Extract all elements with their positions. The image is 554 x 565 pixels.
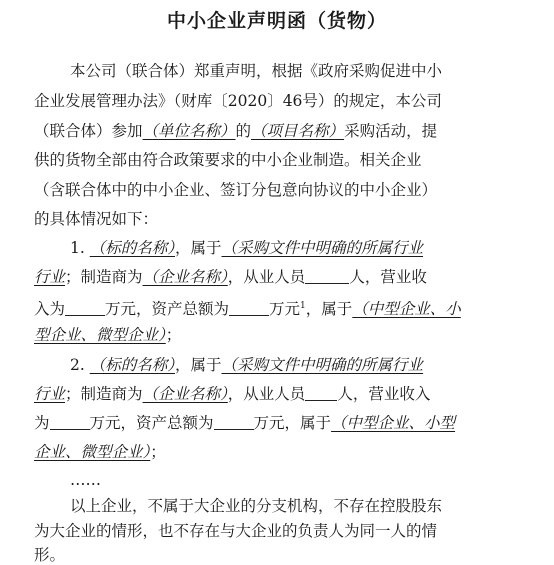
item-text: ；制造商为 (65, 385, 143, 403)
item-text: 人，营业收 (349, 268, 427, 286)
item-text: ，从业人员 (227, 268, 306, 286)
staff-count-blank (305, 386, 337, 401)
enterprise-size-field: 型企业、微型企业） (34, 326, 166, 344)
item-2-line-4 (34, 442, 534, 462)
intro-text: 采购活动，提 (344, 122, 438, 140)
item-text: ；制造商为 (65, 268, 143, 286)
intro-text: 的 (235, 122, 252, 140)
subject-name-field: （标的名称） (89, 356, 175, 374)
unit-name-field: （单位名称） (142, 122, 236, 140)
item-text: 人，营业收入 (337, 385, 431, 403)
closing-line-2: 为大企业的情形，也不存在与大企业的负责人为同一人的情 (34, 522, 438, 540)
industry-field: （采购文件中明确的所属行业 (221, 356, 424, 374)
enterprise-size-field: 企业、微型企业） (34, 443, 151, 461)
income-blank (50, 415, 90, 430)
item-text: ，属于 (305, 300, 353, 319)
closing-line-3: 形。 (34, 546, 66, 564)
item-1-line-4 (34, 325, 534, 345)
enterprise-size-field: （中型企业、小型 (331, 414, 456, 432)
industry-field: 行业 (34, 385, 66, 403)
intro-line-5: （含联合体中的中小企业、签订分包意向协议的中小企业） (34, 181, 438, 199)
industry-field: （采购文件中明确的所属行业 (221, 239, 424, 257)
intro-line-1: 本公司（联合体）郑重声明，根据《政府采购促进中小 (70, 62, 443, 80)
assets-blank (214, 415, 254, 430)
item-text: ； (150, 443, 166, 461)
item-number: 1. (70, 239, 85, 257)
item-2-line-1 (70, 355, 554, 375)
item-2-line-3 (34, 413, 534, 433)
intro-line-3 (34, 121, 534, 141)
industry-field: 行业 (34, 268, 66, 286)
item-1-line-3 (34, 296, 534, 319)
project-name-field: （项目名称） (251, 122, 345, 140)
enterprise-size-field: （中型企业、小 (352, 300, 461, 319)
item-text: ，属于 (175, 356, 222, 374)
page-title: 中小企业声明函（货物） (166, 10, 387, 32)
closing-line-1: 以上企业，不属于大企业的分支机构，不存在控股股东 (70, 497, 443, 515)
subject-name-field: （标的名称） (89, 239, 175, 257)
item-text: 万元，资产总额为 (89, 414, 214, 432)
ellipsis: …… (70, 471, 101, 489)
footnote-marker: 1 (300, 301, 306, 311)
item-1-line-1 (70, 238, 554, 258)
item-text: 万元 (269, 300, 301, 319)
staff-count-blank (305, 269, 349, 284)
intro-text: （联合体）参加 (34, 122, 143, 140)
item-1-line-2 (34, 267, 534, 287)
company-name-field: （企业名称） (142, 268, 228, 286)
item-number: 2. (70, 356, 85, 374)
item-text: ，属于 (175, 239, 222, 257)
intro-line-4: 供的货物全部由符合政策要求的中小企业制造。相关企业 (34, 151, 422, 169)
item-text: 为 (34, 414, 50, 432)
item-text: 万元，属于 (253, 414, 332, 432)
assets-blank (229, 301, 269, 316)
item-text: ； (165, 326, 182, 344)
item-text: 万元，资产总额为 (105, 300, 230, 319)
item-text: 入为 (34, 300, 66, 319)
item-2-line-2 (34, 384, 534, 404)
intro-line-2: 企业发展管理办法》（财库〔2020〕46号）的规定，本公司 (34, 92, 442, 110)
intro-line-6: 的具体情况如下： (34, 210, 159, 228)
income-blank (65, 301, 105, 316)
company-name-field: （企业名称） (142, 385, 228, 403)
item-text: ，从业人员 (227, 385, 306, 403)
